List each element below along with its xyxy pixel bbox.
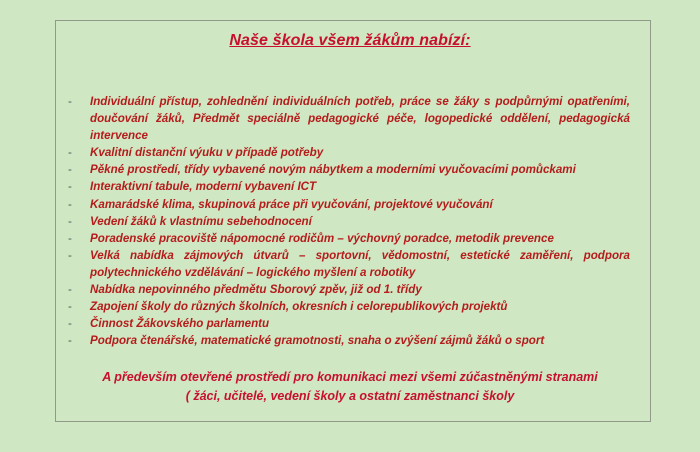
list-item-text: Interaktivní tabule, moderní vybavení ICT (90, 180, 317, 194)
list-item (68, 144, 630, 161)
bullet-dash: - (68, 300, 72, 314)
list-item (68, 178, 630, 195)
title-text: Naše škola všem žákům nabízí: (229, 32, 471, 49)
list-item-text: Nabídka nepovinného předmětu Sborový zpěv, již od 1. třídy (90, 283, 422, 297)
bullet-dash: - (68, 214, 72, 228)
list-item (68, 196, 630, 213)
bullet-dash: - (68, 334, 72, 348)
list-item (68, 247, 630, 281)
list-item-text: Zapojení školy do různých školních, okresních i celorepublikových projektů (90, 300, 508, 314)
list-item-text: Podpora čtenářské, matematické gramotnosti, snaha o zvýšení zájmů žáků o sport (90, 334, 545, 348)
offer-list (68, 93, 630, 349)
list-item (68, 315, 630, 332)
bullet-dash: - (68, 180, 72, 194)
list-item-text: Velká nabídka zájmových útvarů – sportovní, vědomostní, estetické zaměření, podpora polytechnického vzdělávání – logického myšlení a robotiky (90, 248, 630, 279)
bullet-dash: - (68, 146, 72, 160)
list-item (68, 230, 630, 247)
bullet-dash: - (68, 163, 72, 177)
closing-line-2: ( žáci, učitelé, vedení školy a ostatní zaměstnanci školy (185, 389, 515, 403)
list-item-text: Kamarádské klima, skupinová práce při vyučování, projektové vyučování (90, 197, 493, 211)
list-item (68, 93, 630, 144)
list-item (68, 332, 630, 349)
bullet-dash: - (68, 95, 72, 108)
list-item-text: Činnost Žákovského parlamentu (90, 317, 270, 331)
list-item-text: Poradenské pracoviště nápomocné rodičům – výchovný poradce, metodik prevence (90, 231, 554, 245)
bullet-dash: - (68, 231, 72, 245)
list-item (68, 281, 630, 298)
list-item-text: Pěkné prostředí, třídy vybavené novým nábytkem a moderními vyučovacími pomůckami (90, 163, 576, 177)
list-item-text: Individuální přístup, zohlednění individuálních potřeb, práce se žáky s podpůrnými opatřeními, doučování žáků, Předmět speciálně pedagogické péče, logopedické oddělení, pedagogická intervence (90, 95, 630, 143)
list-item (68, 161, 630, 178)
list-item (68, 298, 630, 315)
bullet-dash: - (68, 197, 72, 211)
closing-line-1: A především otevřené prostředí pro komunikaci mezi všemi zúčastněnými stranami (102, 370, 598, 384)
document-title (0, 32, 700, 50)
list-item (68, 213, 630, 230)
list-item-text: Kvalitní distanční výuku v případě potřeby (90, 146, 324, 160)
list-item-text: Vedení žáků k vlastnímu sebehodnocení (90, 214, 312, 228)
bullet-dash: - (68, 248, 72, 262)
bullet-dash: - (68, 317, 72, 331)
bullet-dash: - (68, 283, 72, 297)
closing-statement (0, 368, 700, 406)
